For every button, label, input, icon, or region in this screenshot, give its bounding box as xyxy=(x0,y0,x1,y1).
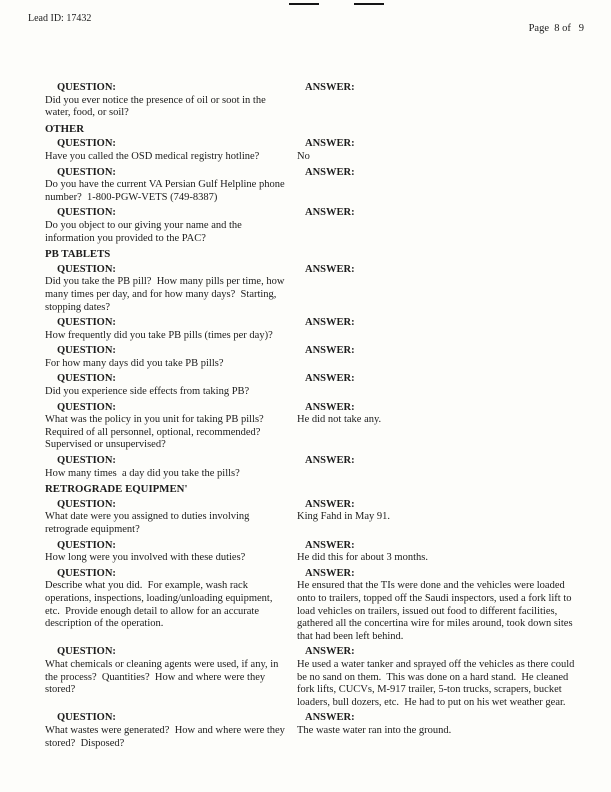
answer-label: ANSWER: xyxy=(305,207,355,219)
question-label: QUESTION: xyxy=(57,455,116,467)
qa-block xyxy=(45,317,583,342)
question-text: What date were you assigned to duties involving retrograde equipment? xyxy=(45,511,253,535)
question-column xyxy=(45,646,289,709)
answer-text: He used a water tanker and sprayed off the vehicles as there could be no sand on them. This was done on a hard stand. He cleaned fork lifts, CUCVs, M-917 trailer, 5-ton trucks, scrapers, bucket loaders, bull dozers, etc. He had to put on his wet weather gear. xyxy=(297,658,577,708)
qa-block xyxy=(45,455,583,480)
question-label: QUESTION: xyxy=(57,539,116,551)
question-text: Do you object to our giving your name and the information you provided to the PAC? xyxy=(45,219,245,244)
question-text: How many times a day did you take the pills? xyxy=(45,467,240,479)
question-column xyxy=(45,317,289,342)
qa-list xyxy=(45,82,583,753)
qa-block xyxy=(45,373,583,398)
question-text: Describe what you did. For example, wash rack operations, inspections, loading/unloading equipment, etc. Provide enough detail to allow for an accurate description of the operation. xyxy=(45,580,276,630)
qa-block xyxy=(45,712,583,750)
answer-text: King Fahd in May 91. xyxy=(297,511,391,523)
redaction-mark-left xyxy=(289,3,319,5)
answer-label: ANSWER: xyxy=(305,401,355,413)
question-label: QUESTION: xyxy=(57,646,116,658)
answer-label: ANSWER: xyxy=(305,567,355,579)
answer-label: ANSWER: xyxy=(305,82,355,93)
question-text: How long were you involved with these duties? xyxy=(45,552,246,564)
question-label: QUESTION: xyxy=(57,567,116,579)
answer-label: ANSWER: xyxy=(305,712,355,724)
answer-column xyxy=(297,317,583,342)
answer-label: ANSWER: xyxy=(305,345,355,357)
question-column xyxy=(45,455,289,480)
qa-block xyxy=(45,499,583,537)
answer-label: ANSWER: xyxy=(305,373,355,385)
answer-column xyxy=(297,455,583,480)
question-label: QUESTION: xyxy=(57,138,116,150)
page-number: Page 8 of 9 xyxy=(528,23,584,34)
qa-block xyxy=(45,82,583,120)
section-header: RETROGRADE EQUIPMEN' xyxy=(45,483,188,496)
question-column xyxy=(45,540,289,565)
question-text: Did you experience side effects from taking PB? xyxy=(45,386,250,398)
question-label: QUESTION: xyxy=(57,401,116,413)
section-header: PB TABLETS xyxy=(45,248,111,261)
question-column xyxy=(45,568,289,644)
answer-column xyxy=(297,499,583,537)
qa-block xyxy=(45,264,583,314)
question-label: QUESTION: xyxy=(57,82,116,93)
qa-block xyxy=(45,646,583,709)
question-column xyxy=(45,167,289,205)
qa-block xyxy=(45,207,583,245)
answer-label: ANSWER: xyxy=(305,498,355,510)
question-label: QUESTION: xyxy=(57,345,116,357)
qa-block xyxy=(45,568,583,644)
answer-column xyxy=(297,540,583,565)
answer-column xyxy=(297,568,583,644)
answer-label: ANSWER: xyxy=(305,317,355,329)
question-label: QUESTION: xyxy=(57,207,116,219)
question-label: QUESTION: xyxy=(57,263,116,275)
question-text: For how many days did you take PB pills? xyxy=(45,357,224,369)
answer-text: He ensured that the TIs were done and the vehicles were loaded onto to trailers, topped off the Saudi inspectors, used a fork lift to load vehicles on trailers, issued out food to different facilities, gathered all the concertina wire for miles around, took down sites that had been left behind. xyxy=(297,580,576,642)
question-text: What was the policy in you unit for taking PB pills? Required of all personnel, optional, recommended? Supervised or unsupervised? xyxy=(45,414,267,451)
answer-column xyxy=(297,345,583,370)
answer-text: The waste water ran into the ground. xyxy=(297,724,452,736)
answer-label: ANSWER: xyxy=(305,138,355,150)
answer-label: ANSWER: xyxy=(305,646,355,658)
question-column xyxy=(45,207,289,245)
question-text: What wastes were generated? How and where were they stored? Disposed? xyxy=(45,724,288,749)
question-column xyxy=(45,499,289,537)
question-column xyxy=(45,345,289,370)
answer-label: ANSWER: xyxy=(305,166,355,178)
question-column xyxy=(45,264,289,314)
answer-column xyxy=(297,402,583,452)
question-label: QUESTION: xyxy=(57,166,116,178)
qa-block xyxy=(45,138,583,163)
answer-label: ANSWER: xyxy=(305,539,355,551)
answer-column xyxy=(297,82,583,120)
question-column xyxy=(45,82,289,120)
question-column xyxy=(45,373,289,398)
qa-block xyxy=(45,540,583,565)
question-column xyxy=(45,402,289,452)
answer-column xyxy=(297,207,583,245)
question-text: Do you have the current VA Persian Gulf Helpline phone number? 1-800-PGW-VETS (749-8387) xyxy=(45,179,288,203)
qa-block xyxy=(45,345,583,370)
answer-label: ANSWER: xyxy=(305,263,355,275)
question-text: How frequently did you take PB pills (times per day)? xyxy=(45,329,273,341)
answer-text: He did not take any. xyxy=(297,414,382,426)
answer-column xyxy=(297,373,583,398)
question-column xyxy=(45,138,289,163)
question-text: What chemicals or cleaning agents were used, if any, in the process? Quantities? How and where were they stored? xyxy=(45,658,282,696)
answer-text: He did this for about 3 months. xyxy=(297,552,428,564)
lead-id: Lead ID: 17432 xyxy=(28,13,92,24)
question-text: Have you called the OSD medical registry hotline? xyxy=(45,150,260,162)
answer-column xyxy=(297,167,583,205)
question-label: QUESTION: xyxy=(57,373,116,385)
qa-block xyxy=(45,167,583,205)
question-label: QUESTION: xyxy=(57,498,116,510)
answer-column xyxy=(297,646,583,709)
question-label: QUESTION: xyxy=(57,317,116,329)
section-header: OTHER xyxy=(45,122,84,135)
question-label: QUESTION: xyxy=(57,712,116,724)
question-text: Did you take the PB pill? How many pills per time, how many times per day, and for how many days? Starting, stopping dates? xyxy=(45,276,288,313)
answer-text: No xyxy=(297,150,310,162)
redaction-mark-right xyxy=(354,3,384,5)
answer-column xyxy=(297,712,583,750)
question-column xyxy=(45,712,289,750)
answer-column xyxy=(297,264,583,314)
answer-column xyxy=(297,138,583,163)
answer-label: ANSWER: xyxy=(305,455,355,467)
qa-block xyxy=(45,402,583,452)
question-text: Did you ever notice the presence of oil or soot in the water, food, or soil? xyxy=(45,94,269,119)
